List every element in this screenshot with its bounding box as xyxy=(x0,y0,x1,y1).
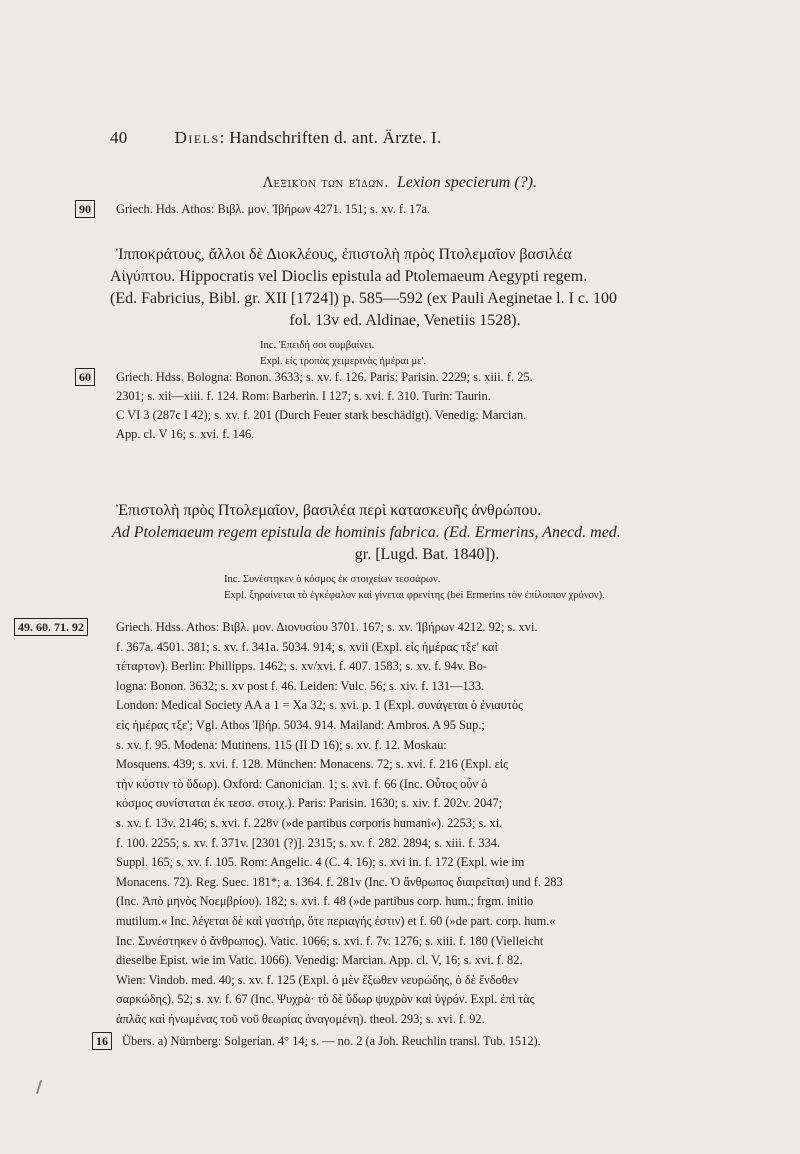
text-line: Griech. Hdss. Bologna: Bonon. 3633; s. xv. f. 126. Paris: Parisin. 2229; s. xiii. f. 25. xyxy=(116,370,533,384)
text-line: τέταρτον). Berlin: Phillipps. 1462; s. xv/xvi. f. 407. 1583; s. xv. f. 94v. Bo- xyxy=(116,659,488,674)
text-line: κόσμος συνίσταται ἐκ τεσσ. στοιχ.). Paris: Parisin. 1630; s. xiv. f. 202v. 2047; xyxy=(116,796,503,811)
text-line: mutilum.« Inc. λέγεται δὲ καὶ γαστήρ, ὅτε περιαγής ἐστιν) et f. 60 (»de part. corp. hum.« xyxy=(116,913,556,928)
header-title: Handschriften d. ant. Ärzte. I. xyxy=(229,128,442,147)
text-line: ἁπλᾶς καὶ ἡνωμένας τοῦ νοῦ θεωρίας ἀναγομένη). theol. 293; s. xvi. f. 92. xyxy=(116,1011,485,1026)
text-line: Griech. Hdss. Athos: Βιβλ. μον. Διονυσίου 3701. 167; s. xv. Ἰβήρων 4212. 92; s. xvi. xyxy=(116,620,538,634)
title-line: Ἐπιστολὴ πρὸς Πτολεμαῖον, βασιλέα περὶ κατασκευῆς ἀνθρώπου. xyxy=(116,502,542,519)
text-line: Suppl. 165; s. xv. f. 105. Rom: Angelic. 4 (C. 4. 16); s. xvi in. f. 172 (Expl. wie im xyxy=(116,855,525,870)
explicit: Expl. εἰς τροπὰς χειμερινὰς ἡμέραι με'. xyxy=(260,356,427,367)
text-line: logna: Bonon. 3632; s. xv post f. 46. Leiden: Vulc. 56; s. xiv. f. 131—133. xyxy=(116,678,485,693)
text-line: Inc. Συνέστηκεν ὁ ἄνθρωπος). Vatic. 1066; s. xvi. f. 7v. 1276; s. xiii. f. 180 (Vielleicht xyxy=(116,933,544,948)
text-line: Monacens. 72). Reg. Suec. 181*; a. 1364. f. 281v (Inc. Ὁ ἄνθρωπος διαιρεῖται) und f. 283 xyxy=(116,874,563,889)
title-line: Ἱπποκράτους, ἄλλοι δὲ Διοκλέους, ἐπιστολὴ πρὸς Πτολεμαῖον βασιλέα xyxy=(116,246,572,263)
title-line: Ad Ptolemaeum regem epistula de hominis fabrica. (Ed. Ermerins, Anecd. med. xyxy=(112,524,621,541)
text-line: s. xv. f. 95. Modena: Mutinens. 115 (II D 16); s. xv. f. 12. Moskau: xyxy=(116,737,447,752)
text-line: σαρκώδης). 52; s. xv. f. 67 (Inc. Ψυχρὰ· τὸ δὲ ὕδωρ ψυχρὸν καὶ ὑγρόν. Expl. ἐπὶ τὰς xyxy=(116,992,535,1007)
running-header: 40 Diels: Handschriften d. ant. Ärzte. I. xyxy=(110,128,442,147)
title-line: gr. [Lugd. Bat. 1840]). xyxy=(354,546,500,563)
text-line: Mosquens. 439; s. xvi. f. 128. München: Monacens. 72; s. xvi. f. 216 (Expl. εἰς xyxy=(116,757,509,772)
manuscript-list xyxy=(116,200,736,219)
text-line: 2301; s. xii—xiii. f. 124. Rom: Barberin. I 127; s. xvi. f. 310. Turin: Taurin. xyxy=(116,389,491,403)
text-line: f. 100. 2255; s. xv. f. 371v. [2301 (?)]. 2315; s. xv. f. 282. 2894; s. xiii. f. 334. xyxy=(116,835,501,850)
entry-lexikon xyxy=(0,172,800,194)
pencil-mark xyxy=(36,1080,42,1094)
title-greek: Λεξικὸν τῶν εἰδῶν. xyxy=(263,175,390,191)
header-author: Diels xyxy=(174,128,220,147)
text-line: London: Medical Society AA a 1 = Xa 32; s. xvi. p. 1 (Expl. συνάγεται ὁ ἐνιαυτὸς xyxy=(116,698,523,713)
reference-box: 90 xyxy=(75,200,95,218)
title-latin: Lexion specierum (?). xyxy=(397,174,537,191)
reference-box: 60 xyxy=(75,368,95,386)
title-line: fol. 13v ed. Aldinae, Venetiis 1528). xyxy=(289,312,521,329)
text-line: C VI 3 (287c I 42); s. xv. f. 201 (Durch Feuer stark beschädigt). Venedig: Marcian. xyxy=(116,408,527,422)
reference-box: 49. 60. 71. 92 xyxy=(14,618,88,636)
text-line: (Inc. Ἀπὸ μηνὸς Νοεμβρίου). 182; s. xvi. f. 48 (»de partibus corp. hum.; frgm. initio xyxy=(116,894,534,909)
text-line: τὴν κύστιν τὸ ὕδωρ). Oxford: Canonician. 1; s. xvi. f. 66 (Inc. Οὗτος οὖν ὁ xyxy=(116,776,488,791)
page-number: 40 xyxy=(110,128,128,147)
text-line: s. xv. f. 13v. 2146; s. xvi. f. 228v (»de partibus corporis humani«). 2253; s. xi. xyxy=(116,815,503,830)
text-line: Übers. a) Nürnberg: Solgerian. 4° 14; s. — no. 2 (a Joh. Reuchlin transl. Tub. 1512). xyxy=(122,1034,541,1048)
manuscript-list xyxy=(116,368,736,444)
text-line: εἰς ἡμέρας τξε'; Vgl. Athos Ἰβήρ. 5034. 914. Mailand: Ambros. A 95 Sup.; xyxy=(116,717,485,732)
text-line: Griech. Hds. Athos: Βιβλ. μον. Ἰβήρων 4271. 151; s. xv. f. 17a. xyxy=(116,202,431,216)
incipit: Inc. Ἐπειδή σοι συμβαίνει. xyxy=(260,340,375,351)
title-line: Αἰγύπτου. Hippocratis vel Dioclis epistula ad Ptolemaeum Aegypti regem. xyxy=(110,268,588,285)
text-line: App. cl. V 16; s. xvi. f. 146. xyxy=(116,427,255,441)
title-line: (Ed. Fabricius, Bibl. gr. XII [1724]) p. 585—592 (ex Pauli Aeginetae l. I c. 100 xyxy=(110,290,618,307)
text-line: dieselbe Epist. wie im Vatic. 1066). Venedig: Marcian. App. cl. V, 16; s. xvi. f. 82. xyxy=(116,953,523,968)
manuscript-list xyxy=(116,618,738,1029)
incipit: Inc. Συνέστηκεν ὁ κόσμος ἐκ στοιχείων τεσσάρων. xyxy=(224,574,441,585)
text-line: Wien: Vindob. med. 40; s. xv. f. 125 (Expl. ὁ μὲν ἔξωθεν νευρώδης, ὁ δὲ ἔνδοθεν xyxy=(116,972,519,987)
text-line: f. 367a. 4501. 381; s. xv. f. 341a. 5034. 914; s. xvii (Expl. εἰς ἡμέρας τξε' καὶ xyxy=(116,639,498,654)
entry-epistula-aegypti xyxy=(110,244,740,370)
entry-title xyxy=(0,172,800,194)
translation-list xyxy=(122,1032,737,1051)
explicit: Expl. ξηραίνεται τὸ ἐγκέφαλον καὶ γίνεται φρενίτης (bei Ermerins τὸν ἐπίλοιπον χρόνον). xyxy=(224,590,605,601)
reference-box: 16 xyxy=(92,1032,112,1050)
entry-epistula-fabrica xyxy=(112,500,742,604)
